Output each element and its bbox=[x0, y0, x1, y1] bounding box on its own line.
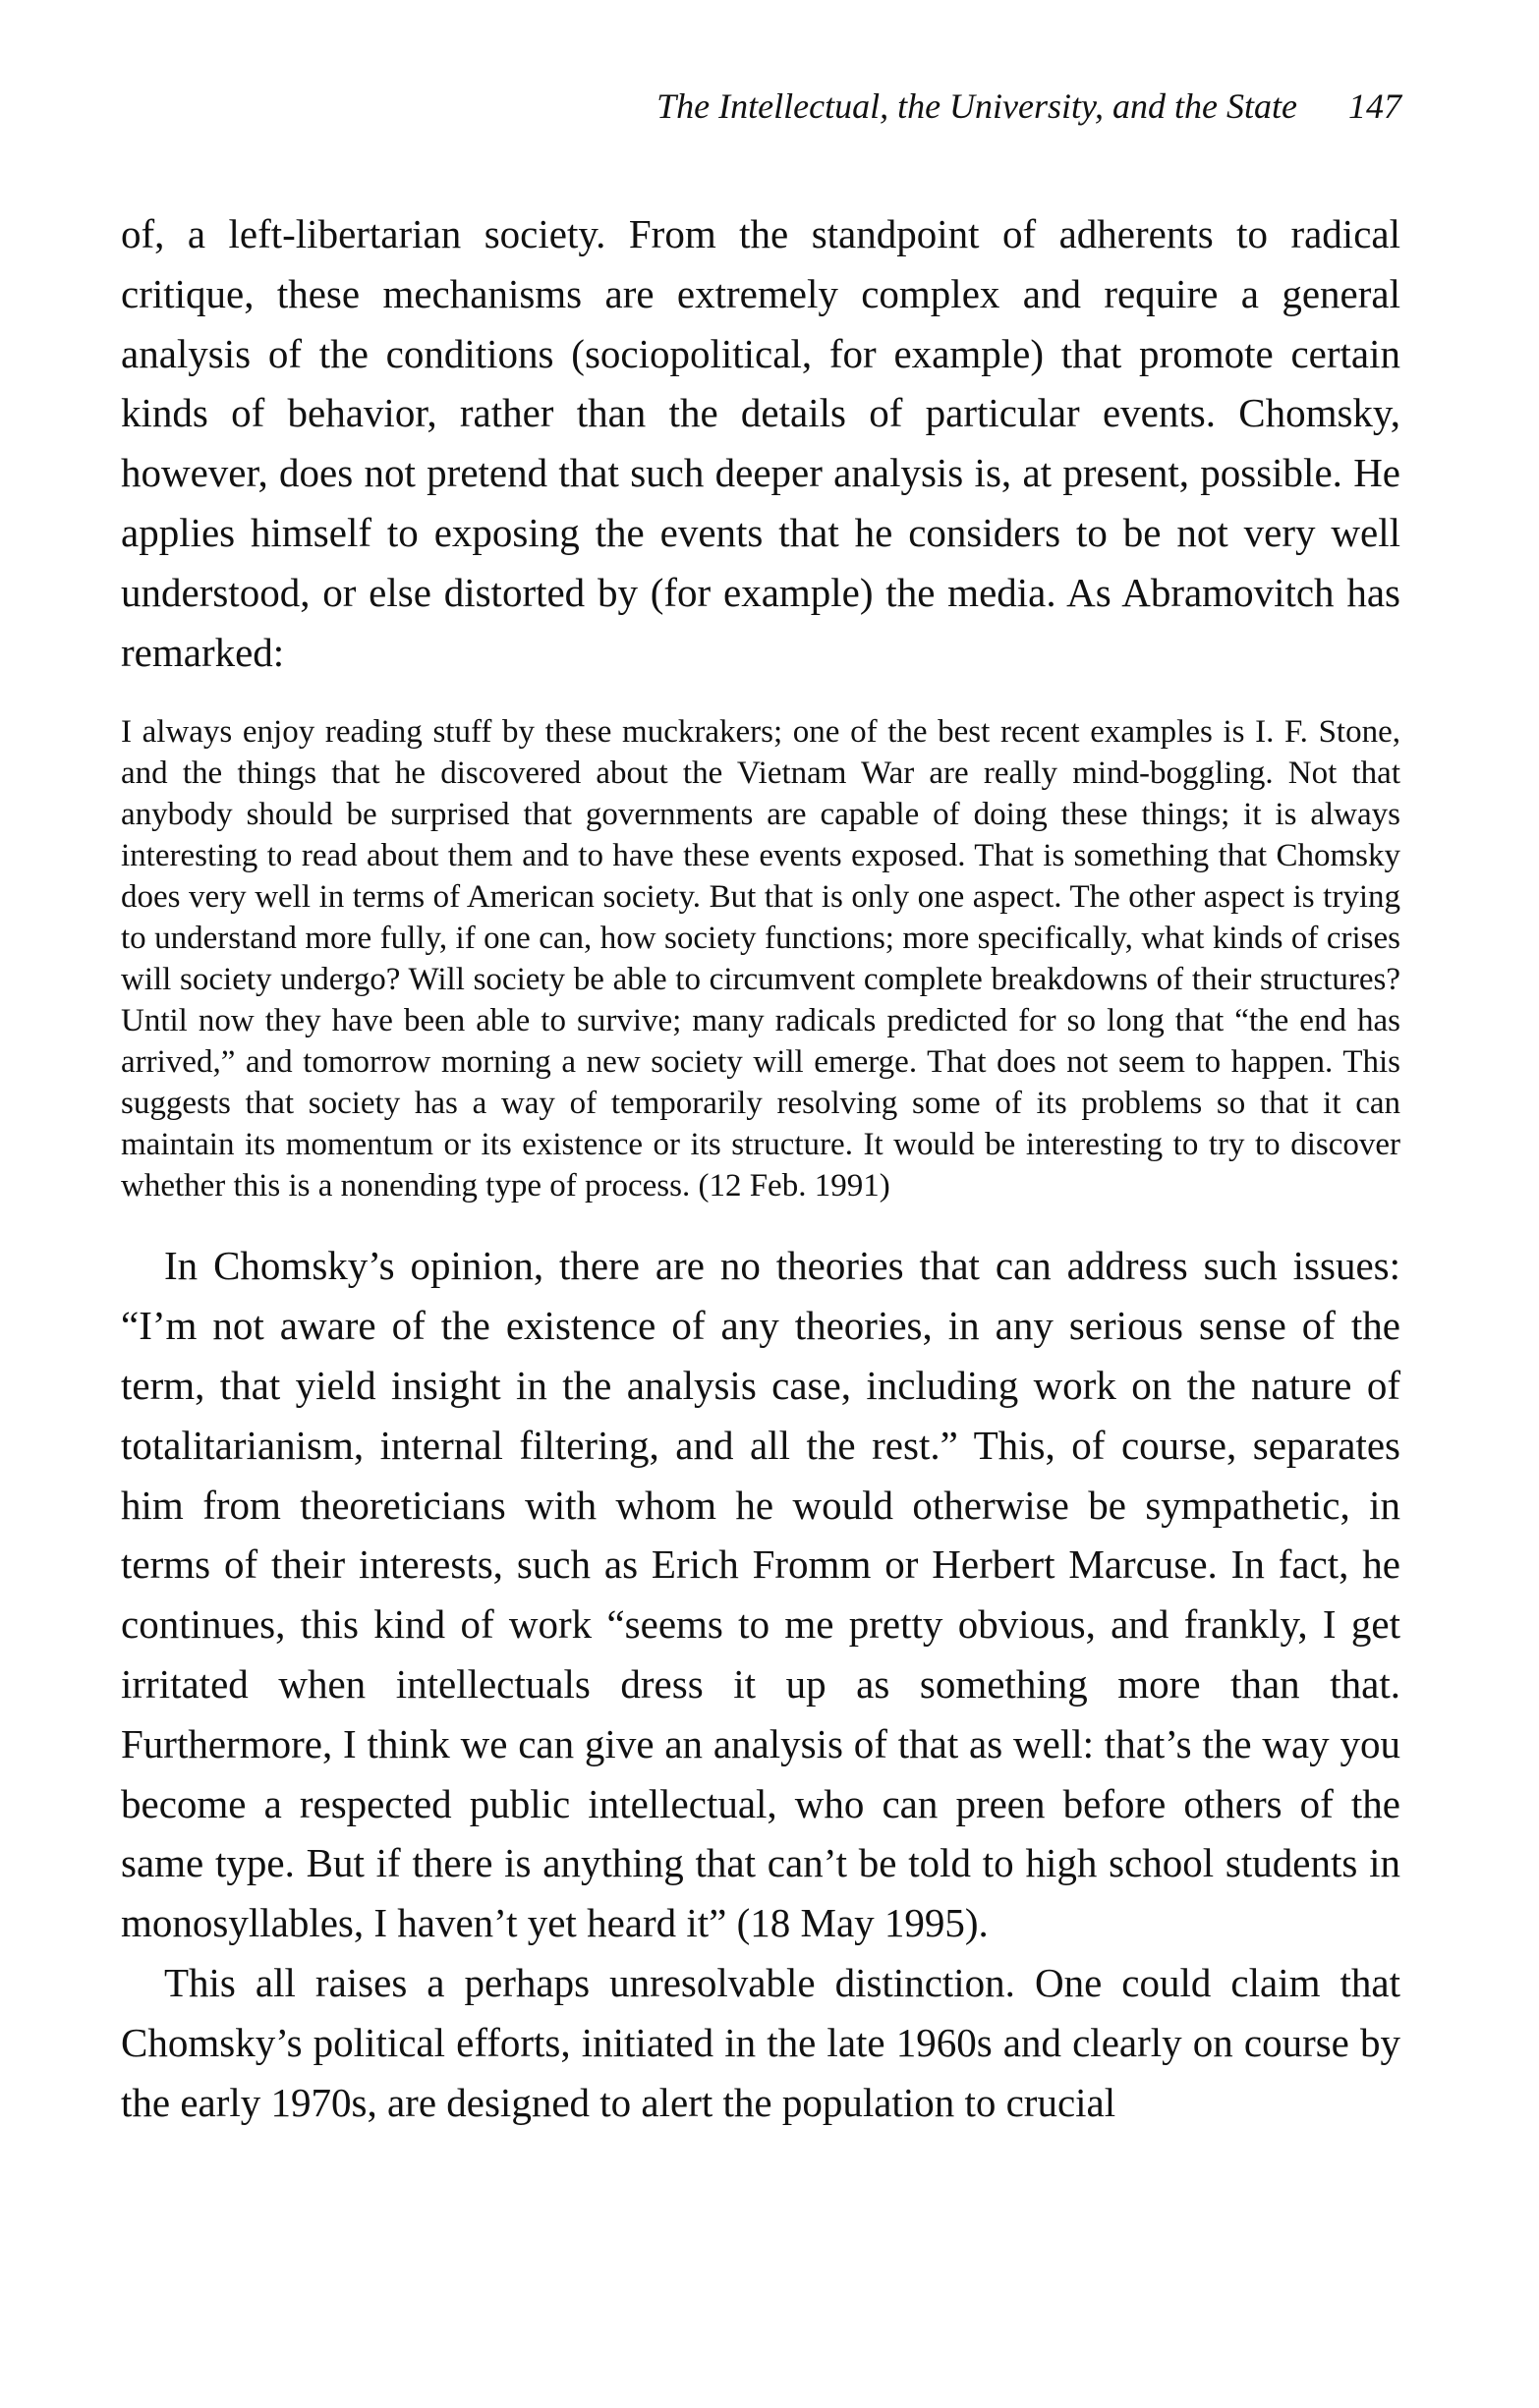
main-text bbox=[121, 204, 1400, 2132]
body-paragraph-continued: of, a left-libertarian society. From the standpoint of adherents to radical critique, these mechanisms are extremely complex and require a general analysis of the conditions (sociopolitical, for example) that promote certain kinds of behavior, rather than the details of particular events. Chomsky, however, does not pretend that such deeper analysis is, at present, possible. He applies himself to exposing the events that he considers to be not very well understood, or else distorted by (for example) the media. As Abramovitch has remarked: bbox=[121, 211, 1400, 675]
running-title: The Intellectual, the University, and the State bbox=[656, 86, 1297, 126]
page-number: 147 bbox=[1348, 86, 1401, 126]
body-paragraph: This all raises a perhaps unresolvable distinction. One could claim that Chomsky’s political efforts, initiated in the late 1960s and clearly on course by the early 1970s, are designed to alert the population to crucial bbox=[121, 1959, 1400, 2125]
running-head bbox=[656, 84, 1401, 128]
body-paragraph: In Chomsky’s opinion, there are no theories that can address such issues: “I’m not aware of the existence of any theories, in any serious sense of the term, that yield insight in the analysis case, including work on the nature of totalitarianism, internal filtering, and all the rest.” This, of course, separates him from theoreticians with whom he would otherwise be sympathetic, in terms of their interests, such as Erich Fromm or Herbert Marcuse. In fact, he continues, this kind of work “seems to me pretty obvious, and frankly, I get irritated when intellectuals dress it up as something more than that. Furthermore, I think we can give an analysis of that as well: that’s the way you become a respected public intellectual, who can preen before others of the same type. But if there is anything that can’t be told to high school students in monosyllables, I haven’t yet heard it” (18 May 1995). bbox=[121, 1243, 1400, 1946]
block-quote-abramovitch: I always enjoy reading stuff by these muckrakers; one of the best recent examples is I. F. Stone, and the things that he discovered about the Vietnam War are really mind-boggling. Not that anybody should be surprised that governments are capable of doing these things; it is always interesting to read about them and to have these events exposed. That is something that Chomsky does very well in terms of American society. But that is only one aspect. The other aspect is trying to understand more fully, if one can, how society functions; more specifically, what kinds of crises will society undergo? Will society be able to circumvent complete breakdowns of their structures? Until now they have been able to survive; many radicals predicted for so long that “the end has arrived,” and tomorrow morning a new society will emerge. That does not seem to happen. This suggests that society has a way of temporarily resolving some of its problems so that it can maintain its momentum or its existence or its structure. It would be interesting to try to discover whether this is a nonending type of process. (12 Feb. 1991) bbox=[121, 714, 1400, 1204]
